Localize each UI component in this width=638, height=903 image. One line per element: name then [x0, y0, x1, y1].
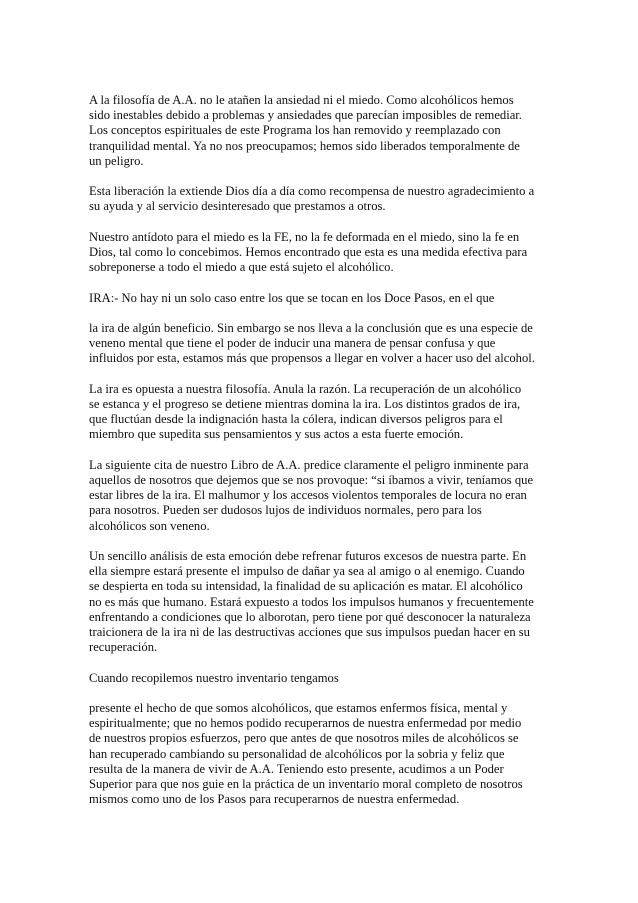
text-line: se estanca y el progreso se detiene mientras domina la ira. Los distintos grados de ira,	[89, 396, 521, 411]
text-line: tranquilidad mental. Ya no nos preocupamos; hemos sido liberados temporalmente de	[89, 138, 520, 153]
text-line: Cuando recopilemos nuestro inventario tengamos	[89, 670, 339, 685]
paragraph-6	[89, 382, 553, 443]
paragraph-3	[89, 230, 553, 276]
text-line: Dios, tal como lo concebimos. Hemos encontrado que esta es una medida efectiva para	[89, 245, 528, 259]
paragraph-5	[89, 321, 553, 367]
text-line: recuperación.	[89, 640, 158, 655]
paragraph-7	[89, 458, 553, 534]
paragraph-9	[89, 671, 553, 686]
text-line: estar libres de la ira. El malhumor y los accesos violentos temporales de locura no eran	[89, 488, 527, 503]
text-line: no es más que humano. Estará expuesto a todos los impulsos humanos y frecuentemente	[89, 594, 534, 609]
paragraph-8	[89, 549, 553, 655]
text-line: que fluctúan desde la indignación hasta la cólera, indican diversos peligros para el	[89, 412, 503, 427]
text-line: mismos como uno de los Pasos para recuperarnos de nuestra enfermedad.	[89, 792, 460, 807]
text-line: presente el hecho de que somos alcohólicos, que estamos enfermos física, mental y	[89, 700, 508, 715]
paragraph-2	[89, 184, 553, 214]
text-line: IRA:- No hay ni un solo caso entre los que se tocan en los Doce Pasos, en el que	[89, 290, 495, 305]
text-line: un peligro.	[89, 153, 144, 168]
text-line: se despierta en toda su intensidad, la finalidad de su aplicación es matar. El alcohólico	[89, 579, 523, 594]
paragraph-1	[89, 93, 553, 169]
text-line: aquellos de nosotros que dejemos que se nos provoque: “si íbamos a vivir, teníamos que	[89, 472, 534, 487]
text-line: para nosotros. Pueden ser dudosos lujos de individuos normales, pero para los	[89, 503, 482, 518]
text-line: veneno mental que tiene el poder de inducir una manera de pensar confusa y que	[89, 336, 496, 351]
text-line: Esta liberación la extiende Dios día a día como recompensa de nuestro agradecimiento a	[89, 184, 535, 199]
text-line: de nuestros propios esfuerzos, pero que antes de que nosotros miles de alcohólicos se	[89, 731, 519, 746]
text-line: Nuestro antídoto para el miedo es la FE, no la fe deformada en el miedo, sino la fe en	[89, 229, 520, 244]
text-line: sobreponerse a todo el miedo a que está sujeto el alcohólico.	[89, 260, 394, 275]
text-line: traicionera de la ira ni de las destructivas acciones que sus impulsos puedan hacer en su	[89, 625, 530, 639]
text-line: enfrentando a condiciones que lo alborotan, pero tiene por qué desconocer la naturaleza	[89, 609, 531, 624]
text-line: alcohólicos son veneno.	[89, 518, 210, 533]
text-line: La siguiente cita de nuestro Libro de A.A. predice claramente el peligro inminente para	[89, 457, 529, 472]
text-line: la ira de algún beneficio. Sin embargo se nos lleva a la conclusión que es una especie de	[89, 320, 533, 335]
text-line: Los conceptos espirituales de este Programa los han removido y reemplazado con	[89, 123, 501, 138]
paragraph-10	[89, 701, 553, 807]
text-line: Superior para que nos guie en la práctica de un inventario moral completo de nosotros	[89, 777, 523, 791]
text-line: influidos por esta, estamos más que propensos a llegar en volver a hacer uso del alcohol.	[89, 351, 535, 366]
text-line: miembro que supedita sus pensamientos y sus actos a esta fuerte emoción.	[89, 427, 464, 442]
text-line: su ayuda y al servicio desinteresado que prestamos a otros.	[89, 199, 386, 214]
text-line: sido inestables debido a problemas y ansiedades que parecían imposibles de remediar.	[89, 108, 522, 123]
text-line: ella siempre estará presente el impulso de dañar ya sea al amigo o al enemigo. Cuando	[89, 564, 525, 579]
text-line: La ira es opuesta a nuestra filosofía. Anula la razón. La recuperación de un alcohólico	[89, 381, 522, 396]
text-line: resulta de la manera de vivir de A.A. Teniendo esto presente, acudimos a un Poder	[89, 761, 504, 776]
text-line: A la filosofía de A.A. no le atañen la ansiedad ni el miedo. Como alcohólicos hemos	[89, 93, 514, 107]
document-page	[89, 93, 553, 823]
text-line: Un sencillo análisis de esta emoción debe refrenar futuros excesos de nuestra parte. En	[89, 548, 527, 563]
text-line: espiritualmente; que no hemos podido recuperarnos de nuestra enfermedad por medio	[89, 716, 522, 731]
text-line: han recuperado cambiando su personalidad de alcohólicos por la sobria y feliz que	[89, 746, 505, 761]
paragraph-4	[89, 291, 553, 306]
